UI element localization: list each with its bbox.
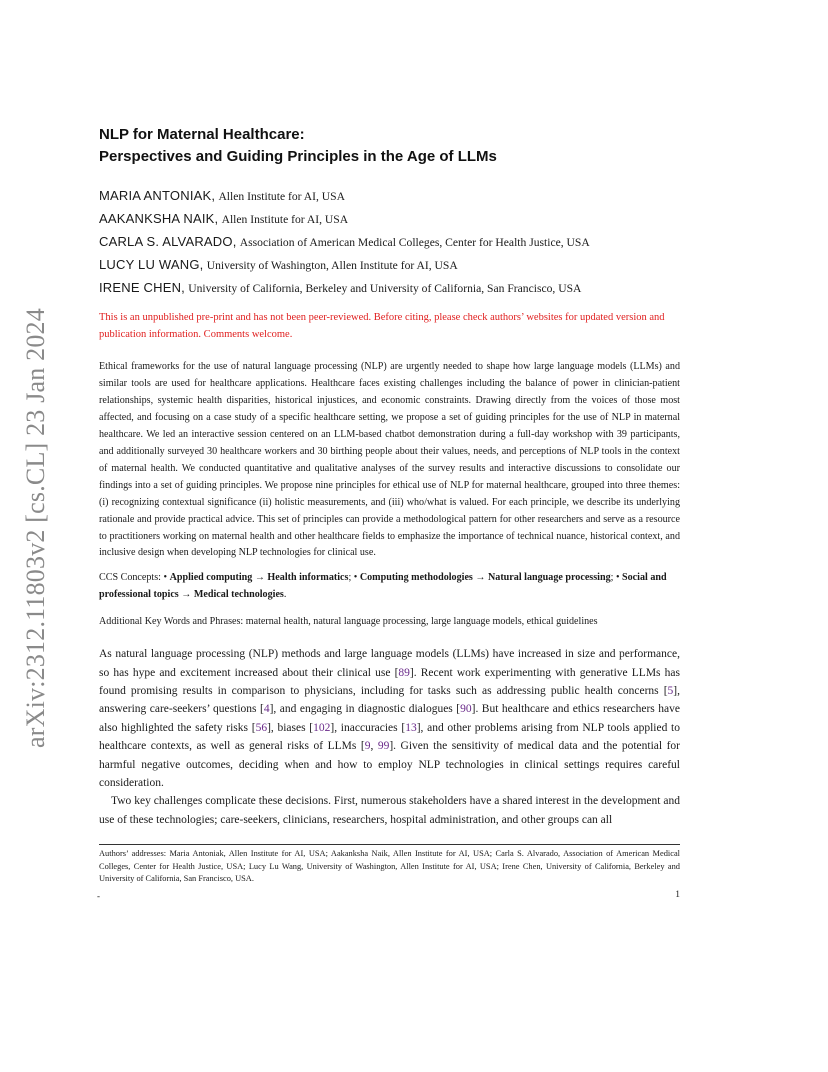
author-entry bbox=[99, 254, 680, 277]
body-text-run: ], answering care-seekers’ questions [ bbox=[99, 684, 680, 716]
body-text-run: ]. Recent work experimenting with generative LLMs has found promising results in comparison to physicians, including for tasks such as addressing public health concerns [ bbox=[99, 666, 680, 697]
body-text-run: ], inaccuracies [ bbox=[330, 721, 406, 734]
author-affiliation: University of California, Berkeley and University of California, San Francisco, USA bbox=[188, 282, 582, 295]
page-number: 1 bbox=[675, 890, 680, 900]
body-paragraph: Two key challenges complicate these decisions. First, numerous stakeholders have a shared interest in the development and use of these technologies; care-seekers, clinicians, researchers, hospital administration, and other groups can all bbox=[99, 795, 680, 826]
citation-link[interactable]: 9 bbox=[364, 740, 371, 753]
ccs-concept: Computing methodologies → Natural language processing bbox=[359, 572, 611, 584]
author-name: MARIA ANTONIAK, bbox=[99, 188, 216, 203]
author-entry bbox=[99, 277, 680, 300]
body-text-run: ]. But healthcare and ethics researchers have also highlighted the safety risks [ bbox=[99, 703, 680, 734]
author-entry bbox=[99, 185, 680, 208]
author-affiliation: University of Washington, Allen Institute for AI, USA bbox=[206, 259, 458, 272]
citation-link[interactable]: 5 bbox=[667, 684, 674, 697]
author-name: AAKANKSHA NAIK, bbox=[99, 211, 219, 226]
body-text-run: ], and other problems arising from NLP tools applied to healthcare contexts, as well as general risks of LLMs [ bbox=[99, 721, 680, 753]
preprint-notice: This is an unpublished pre-print and has not been peer-reviewed. Before citing, please check authors’ websites for updated version and publication information. Comments welcome. bbox=[99, 312, 665, 340]
citation-link[interactable]: 89 bbox=[398, 666, 410, 679]
author-affiliation: Association of American Medical Colleges, Center for Health Justice, USA bbox=[239, 236, 590, 249]
author-addresses-footnote: Authors’ addresses: Maria Antoniak, Allen Institute for AI, USA; Aakanksha Naik, Allen Institute for AI, USA; Carla S. Alvarado, Association of American Medical Colleges, Center for Health Justice, USA; Lucy Lu Wang, University of Washington, Allen Institute for AI, USA; Irene Chen, University of California, Berkeley and University of California, San Francisco, USA. bbox=[99, 849, 680, 884]
author-name: CARLA S. ALVARADO, bbox=[99, 234, 237, 249]
author-affiliation: Allen Institute for AI, USA bbox=[221, 213, 349, 226]
paper-content bbox=[99, 124, 680, 829]
citation-link[interactable]: 13 bbox=[405, 721, 417, 734]
ccs-separator: ; • bbox=[348, 572, 360, 584]
ccs-concept: Applied computing → Health informatics bbox=[169, 572, 349, 584]
body-text-run: ]. Given the sensitivity of medical data and the potential for harmful negative outcomes, deciding when and how to employ NLP technologies in clinical settings requires careful consideration. bbox=[99, 740, 681, 789]
author-affiliation: Allen Institute for AI, USA bbox=[218, 190, 345, 203]
citation-link[interactable]: 102 bbox=[313, 721, 331, 734]
body-text-run: As natural language processing (NLP) methods and large language models (LLMs) have increased in size and performance, so has hype and excitement increased about their clinical use [ bbox=[99, 648, 680, 679]
keywords: Additional Key Words and Phrases: maternal health, natural language processing, large language models, ethical guidelines bbox=[99, 616, 598, 628]
author-list bbox=[99, 185, 680, 300]
body-text-run: ], and engaging in diagnostic dialogues [ bbox=[269, 703, 461, 716]
arxiv-identifier: arXiv:2312.11803v2 [cs.CL] 23 Jan 2024 bbox=[21, 308, 50, 748]
author-entry bbox=[99, 231, 680, 254]
abstract: Ethical frameworks for the use of natural language processing (NLP) are urgently needed to shape how large language models (LLMs) and similar tools are used for healthcare applications. Healthcare faces existing challenges including the balance of power in clinician-patient relationships, systemic health disparities, historical injustices, and economic constraints. Drawing directly from the voices of those most affected, and focusing on a case study of a specific healthcare setting, we propose a set of guiding principles for the use of NLP in maternal healthcare. We led an interactive session centered on an LLM-based chatbot demonstration during a full-day workshop with 39 participants, and additionally surveyed 30 healthcare workers and 30 birthing people about their values, needs, and perceptions of NLP tools in the context of maternal health. We conducted quantitative and qualitative analyses of the survey results and interactive discussions to consolidate our findings into a set of guiding principles. We propose nine principles for ethical use of NLP for maternal healthcare, grouped into three themes: (i) recognizing contextual significance (ii) holistic measurements, and (iii) who/what is valued. For each principle, we describe its underlying rationale and provide practical advice. This set of principles can provide a methodological pattern for other researchers and serve as a resource to practitioners working on maternal health and other healthcare fields to emphasize the importance of technical nuance, historical context, and inclusive design when developing NLP technologies for clinical use. bbox=[99, 361, 680, 559]
body-text bbox=[99, 645, 680, 829]
ccs-end: . bbox=[283, 589, 287, 601]
citation-link[interactable]: 90 bbox=[460, 703, 472, 716]
footnote-divider bbox=[99, 844, 680, 845]
citation-link[interactable]: 99 bbox=[377, 740, 390, 753]
paper-title bbox=[99, 124, 680, 168]
author-name: LUCY LU WANG, bbox=[99, 257, 204, 272]
body-text-run: , bbox=[370, 740, 378, 753]
body-paragraph bbox=[99, 645, 680, 792]
footer-dash: - bbox=[97, 891, 100, 901]
ccs-concept: Social and professional topics → Medical technologies bbox=[99, 572, 667, 601]
body-text-run: ], biases [ bbox=[267, 721, 314, 734]
author-entry bbox=[99, 208, 680, 231]
ccs-label: CCS Concepts: • bbox=[99, 572, 170, 584]
title-line-1: NLP for Maternal Healthcare: bbox=[99, 126, 305, 143]
ccs-separator: ; • bbox=[610, 572, 623, 584]
citation-link[interactable]: 4 bbox=[263, 703, 270, 716]
ccs-concepts bbox=[99, 570, 680, 604]
title-line-2: Perspectives and Guiding Principles in the Age of LLMs bbox=[99, 148, 497, 165]
citation-link[interactable]: 56 bbox=[255, 721, 268, 734]
author-name: IRENE CHEN, bbox=[99, 280, 185, 295]
